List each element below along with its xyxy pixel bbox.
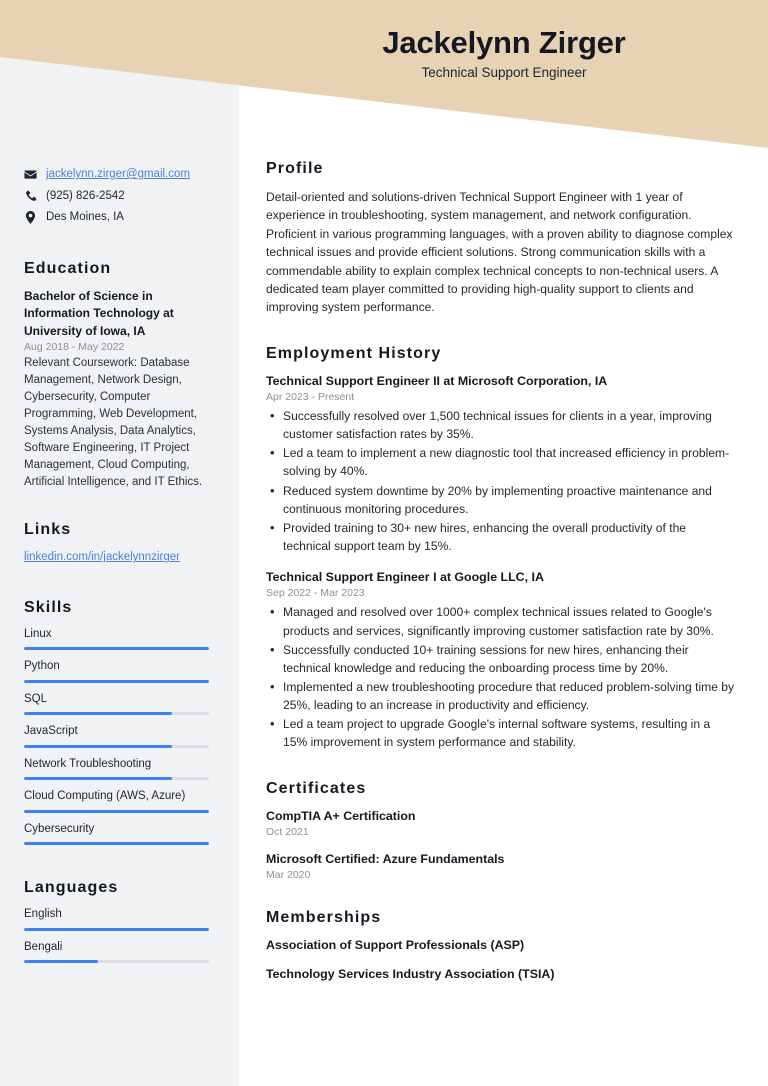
employment-bullet: • Implemented a new troubleshooting procedure that reduced problem-solving time by 25%, leading to an increase in productivity and efficiency. [266,678,736,714]
employment-entry-title: Technical Support Engineer II at Microsoft Corporation, IA [266,373,608,388]
main-content [239,0,768,994]
certificate-entry [266,851,736,881]
skill-row [24,659,209,683]
skill-fill [24,647,209,650]
skills-heading: Skills [24,598,73,616]
memberships-heading: Memberships [266,909,382,927]
language-label: English [24,908,62,921]
employment-bullet: • Successfully conducted 10+ training sessions for new hires, enhancing their technical knowledge and reducing the onboarding process time by 20%. [266,641,736,677]
language-fill [24,928,209,931]
skill-fill [24,810,209,813]
skill-fill [24,842,209,845]
skill-track [24,680,209,683]
skill-track [24,745,209,748]
employment-entry-title: Technical Support Engineer I at Google LLC, IA [266,570,544,585]
languages-heading: Languages [24,879,119,897]
skill-track [24,810,209,813]
certificate-date: Oct 2021 [266,825,309,838]
employment-entry [266,373,736,555]
education-heading: Education [24,260,112,278]
employment-entry-bullets [266,603,736,751]
skill-label: Cloud Computing (AWS, Azure) [24,790,186,803]
certificate-entry [266,808,736,838]
skill-label: Python [24,660,60,673]
skill-label: SQL [24,692,48,705]
skill-row [24,692,209,716]
employment-bullet: • Managed and resolved over 1000+ complex technical issues related to Google's products and services, significantly improving customer satisfaction rate by 30%. [266,603,736,639]
education-section [24,260,209,491]
employment-entry [266,569,736,751]
skill-fill [24,680,209,683]
contact-row-location [24,209,209,226]
profile-section [266,160,736,317]
education-dates: Aug 2018 - May 2022 [24,341,125,354]
language-row [24,940,209,964]
header-subtitle: Technical Support Engineer [421,64,587,80]
skill-label: Cybersecurity [24,822,95,835]
certificate-title: Microsoft Certified: Azure Fundamentals [266,851,505,866]
contact-row-email[interactable] [24,166,209,183]
employment-bullet: • Successfully resolved over 1,500 technical issues for clients in a year, improving customer satisfaction rates by 35%. [266,407,736,443]
skill-label: JavaScript [24,725,78,738]
employment-entry-dates: Apr 2023 - Present [266,390,355,403]
language-fill [24,960,98,963]
contact-list [24,166,209,226]
skill-track [24,777,209,780]
employment-bullet: • Led a team to implement a new diagnostic tool that increased efficiency in problem-solving by 40%. [266,444,736,480]
envelope-icon [24,168,37,181]
skill-fill [24,777,172,780]
language-track [24,928,209,931]
language-label: Bengali [24,940,63,953]
certificates-list [266,808,736,882]
location-value: Des Moines, IA [46,211,124,224]
phone-icon [24,190,37,203]
skill-track [24,842,209,845]
links-section [24,521,209,566]
skill-label: Network Troubleshooting [24,757,152,770]
skill-row [24,822,209,846]
employment-job-list [266,373,736,752]
languages-bar-list [24,907,209,963]
employment-heading: Employment History [266,344,442,362]
sidebar-content [0,0,239,972]
profile-heading: Profile [266,160,324,177]
skill-track [24,712,209,715]
employment-section [266,345,736,752]
skill-row [24,627,209,651]
links-heading: Links [24,521,72,539]
certificate-date: Mar 2020 [266,869,311,882]
employment-bullet: • Provided training to 30+ new hires, enhancing the overall productivity of the technical support team by 15%. [266,519,736,555]
skill-row [24,724,209,748]
languages-section [24,879,209,963]
map-pin-icon [24,211,37,224]
language-track [24,960,209,963]
employment-entry-dates: Sep 2022 - Mar 2023 [266,587,365,600]
membership-entry: Technology Services Industry Association (TSIA) [266,966,555,981]
language-row [24,907,209,931]
skills-bar-list [24,627,209,846]
membership-entry: Association of Support Professionals (ASP) [266,938,525,953]
certificates-section [266,780,736,882]
skill-track [24,647,209,650]
certificate-title: CompTIA A+ Certification [266,808,416,823]
email-value[interactable]: jackelynn.zirger@gmail.com [46,168,190,180]
certificates-heading: Certificates [266,779,367,797]
employment-entry-bullets [266,407,736,555]
skill-fill [24,745,172,748]
skill-row [24,757,209,781]
skill-fill [24,712,172,715]
skill-label: Linux [24,627,52,640]
memberships-section [266,909,736,983]
employment-bullet: • Reduced system downtime by 20% by implementing proactive maintenance and continuous monitoring procedures. [266,482,736,518]
education-description: Relevant Coursework: Database Management, Network Design, Cybersecurity, Computer Programming, Web Development, Systems Analysis, Data Analytics, Software Engineering, IT Project Management, Cloud Computing, Artificial Intelligence, and IT Ethics. [24,357,203,489]
memberships-list [266,937,736,983]
skill-row [24,789,209,813]
contact-row-phone [24,188,209,205]
link-item-linkedin[interactable]: linkedin.com/in/jackelynnzirger [24,551,180,564]
phone-value: (925) 826-2542 [46,189,125,202]
skills-section [24,599,209,846]
employment-bullet: • Led a team project to upgrade Google's internal software systems, resulting in a 15% improvement in system performance and stability. [266,715,736,751]
page-title: Jackelynn Zirger [382,25,626,60]
profile-text: Detail-oriented and solutions-driven Technical Support Engineer with 1 year of experience in troubleshooting, system management, and network configuration. Proficient in various programming languages, with a proven ability to diagnose complex technical issues and provide efficient solutions. Strong communication skills with a commendable ability to explain complex technical concepts to non-technical users. A dedicated team player committed to providing high-quality support to clients and improving system performance. [266,190,733,315]
education-degree: Bachelor of Science in Information Technology at University of Iowa, IA [24,289,174,338]
